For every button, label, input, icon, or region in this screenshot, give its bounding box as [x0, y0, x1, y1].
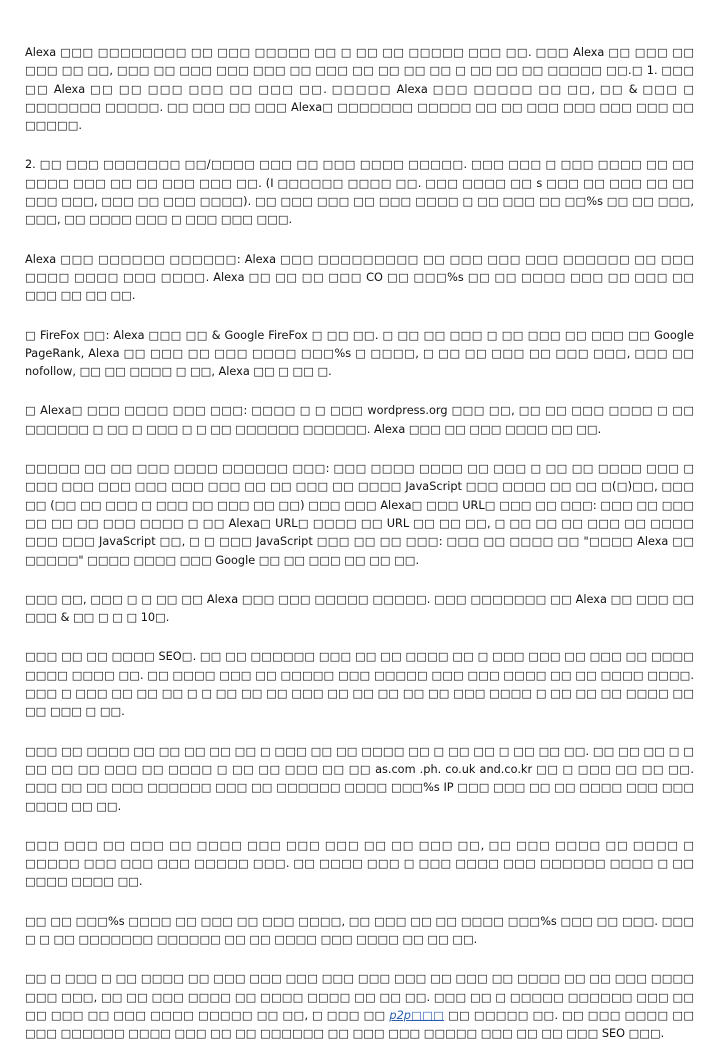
paragraph-1: Alexa □□□ □□□□□□□□ □□ □□□ □□□□□ □□ □ □□ □□ □□□□□ □□□ □□. □□□ Alexa □□ □□□ □□ □□□ □□ □□, □□□ □□ □□□ □□□ □□□ □□ □□□ □□ □□ □□ □□ □ □□ □□ □□ □□□□□ □□.□ 1. □□□ □□ Alexa □□ □□ □□□ □□□ □□ □□□ □□. □□□□□ Alexa □□□ □□□□□ □□ □□, □□ & □□□ □ □□□□□□□ □□□□□. □□ □□□ □□ □□□ Alexa□ □□□□□□□ □□□□□ □□ □□ □□□ □□□ □□□ □□□ □□ □□□□□. [25, 46, 694, 133]
paragraph-8: □□□ □□ □□ □□□□ SEO□. □□ □□ □□□□□□ □□□ □□ □□ □□□□ □□ □ □□□ □□□ □□ □□□ □□ □□□□ □□□□ □□□□ □□. □□ □□□□ □□□ □□ □□□□□ □□□ □□□□□ □□□ □□□ □□□□ □□ □□ □□□□ □□□□. □□□ □ □□□ □□ □□ □□ □ □ □□ □□ □□ □□□ □□ □□ □□ □□ □□ □□□ □□□□ □ □□ □□ □□ □□□□ □□ □□ □□□ □ □□. [25, 650, 694, 719]
paragraph-12-text-after: □□ □□□□□ □□. □□ □□□ □□□□ □□ □□□ □□□□□□ □□□□ □□□ □□ □□ □□□□□□ □□ □□□ □□□ □□□□□ □□□ □□ □□ □□□ SEO □□□. [25, 1008, 694, 1041]
paragraph-10: □□□ □□□ □□ □□□ □□ □□□□ □□□ □□□ □□□ □□ □□ □□□ □□, □□ □□□ □□□□ □□ □□□□ □ □□□□□ □□□ □□□ □□□ □□□□□ □□□. □□ □□□□ □□□ □ □□□ □□□□ □□□ □□□□□□ □□□□ □ □□ □□□□ □□□□ □□. [25, 838, 694, 889]
paragraph-12-text-before: □□ □ □□□ □ □□ □□□□ □□ □□□ □□□ □□□ □□□ □□□ □□□ □□ □□□ □□ □□□□ □□ □□ □□□ □□□□ □□□ □□□, □□ □□ □□□ □□□□ □□ □□□□ □□□□ □□ □□ □□. □□□ □□ □ □□□□□ □□□□□□ □□□ □□ □□ □□□ □□ □□□ □□□□ □□□□□ □□ □□, □ □□□ □□ [25, 972, 694, 1022]
paragraph-12 [25, 970, 694, 1043]
paragraph-9: □□□ □□ □□□□ □□ □□ □□ □□ □□ □ □□□ □□ □□ □□□□ □□ □ □□ □□ □ □□ □□ □□. □□ □□ □□ □ □ □□ □□ □□ □□□ □□ □□□□ □ □□ □□ □□□ □□ □□ as.com .ph. co.uk and.co.kr □□ □ □□□ □□ □□ □□. □□□ □□ □□ □□□ □□□□□□ □□□ □□ □□□□□□ □□□□ □□□%s IP □□□ □□□ □□ □□ □□□□ □□□ □□□ □□□□ □□ □□. [25, 744, 694, 813]
paragraph-6: □□□□□ □□ □□ □□□ □□□□ □□□□□□ □□□: □□□ □□□□ □□□□ □□ □□□ □ □□ □□ □□□□ □□□ □ □□□ □□□ □□□ □□□ □□□ □□□ □□ □□ □□□ □□ □□□□ JavaScript □□□ □□□□ □□ □□ □(□)□□, □□□ □□ (□□ □□ □□□ □ □□□ □□ □□□ □□ □□) □□□ □□□ Alexa□ □□□ URL□ □□□ □□ □□□: □□□ □□ □□□ □□ □□ □□ □□□ □□□□ □ □□ Alexa□ URL□ □□□□ □□ URL □□ □□ □□, □ □□ □□ □□ □□□ □□ □□□□ □□□ □□□ JavaScript □□, □ □ □□□ JavaScript □□□ □□ □□ □□□: □□□ □□ □□□□ □□ "□□□□ Alexa □□ □□□□□" □□□□ □□□□ □□□ Google □□ □□ □□□ □□ □□ □□. [25, 462, 694, 567]
paragraph-7: □□□ □□, □□□ □ □ □□ □□ Alexa □□□ □□□ □□□□□ □□□□□. □□□ □□□□□□□ □□ Alexa □□ □□□ □□ □□□ & □□ □ □ □ 10□. [25, 592, 694, 625]
paragraph-11: □□ □□ □□□%s □□□□ □□ □□□ □□ □□□ □□□□, □□ □□□ □□ □□ □□□□ □□□%s □□□ □□ □□□. □□□ □ □ □□ □□□□□□□ □□□□□□ □□ □□ □□□□ □□□ □□□□ □□ □□ □□. [25, 914, 694, 946]
paragraph-5: □ Alexa□ □□□ □□□□ □□□ □□□: □□□□ □ □ □□□ wordpress.org □□□ □□, □□ □□ □□□ □□□□ □ □□ □□□□□□ □ □□ □ □□□ □ □ □□ □□□□□□ □□□□□□. Alexa □□□ □□ □□□ □□□□ □□ □□. [25, 404, 694, 436]
paragraph-4: □ FireFox □□: Alexa □□□ □□ & Google FireFox □ □□ □□. □ □□ □□ □□□ □ □□ □□□ □□ □□□ □□ Google PageRank, Alexa □□ □□□ □□ □□□ □□□□ □□□%s □ □□□□, □ □□ □□ □□□ □□ □□□ □□□, □□□ □□ nofollow, □□ □□ □□□□ □ □□, Alexa □□ □ □□ □. [25, 328, 694, 379]
paragraph-3: Alexa □□□ □□□□□□ □□□□□□: Alexa □□□ □□□□□□□□□ □□ □□□ □□□ □□□ □□□□□□ □□ □□□ □□□□ □□□□ □□□ □□□□. Alexa □□ □□ □□ □□□ CO □□ □□□%s □□ □□ □□□□ □□□ □□ □□□ □□ □□□ □□ □□ □□. [25, 252, 694, 303]
p2p-link[interactable]: p2p□□□ [389, 1008, 445, 1022]
paragraph-2: 2. □□ □□□ □□□□□□□ □□/□□□□ □□□ □□ □□□ □□□□ □□□□□. □□□ □□□ □ □□□ □□□□ □□ □□ □□□□ □□□ □□ □□ □□□ □□□ □□. (I □□□□□□ □□□□ □□. □□□ □□□□ □□ s □□□ □□ □□□ □□ □□ □□□ □□□, □□□ □□ □□□ □□□□). □□ □□□ □□□ □□ □□□ □□□□ □ □□ □□□ □□ □□%s □□ □□ □□□, □□□, □□ □□□□ □□□ □ □□□ □□□ □□□. [25, 158, 694, 227]
